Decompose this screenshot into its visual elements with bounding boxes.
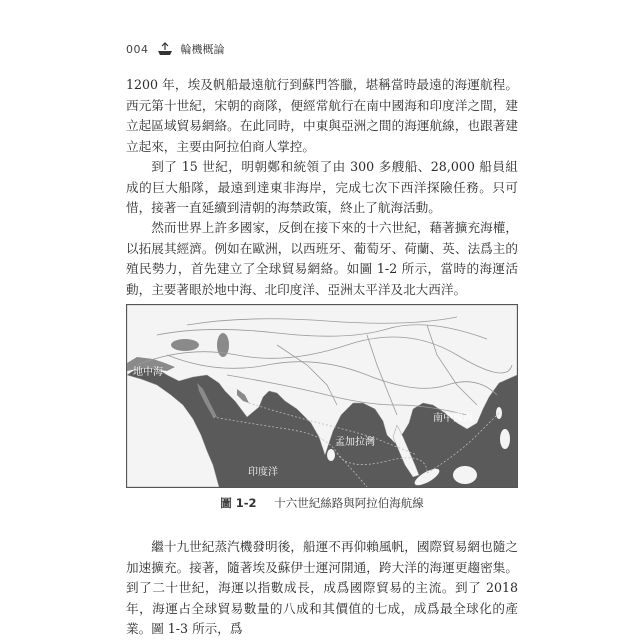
paragraph-2: 到了 15 世紀，明朝鄭和統領了由 300 多艘船、28,000 船員組成的巨大船隊，最遠到達東非海岸，完成七次下西洋探險任務。只可惜，接著一直延續到清朝的海禁政策，終止了航海活動。 xyxy=(126,159,518,216)
label-mediterranean: 地中海 xyxy=(133,367,163,378)
label-south-china-sea: 南中國海 xyxy=(433,413,473,424)
sri-lanka-island xyxy=(327,449,335,461)
borneo-island xyxy=(453,466,477,484)
philippines-island xyxy=(500,429,510,449)
ship-icon xyxy=(157,42,173,56)
page-number: 004 xyxy=(126,42,149,56)
silk-road-map xyxy=(126,304,518,488)
paragraph-1: 1200 年，埃及帆船最遠航行到蘇門答臘，堪稱當時最遠的海運航程。西元第十世紀，宋朝的商隊，便經常航行在南中國海和印度洋之間，建立起區域貿易網絡。在此同時，中東與亞洲之間的海運航線，也跟著建立起來，主要由阿拉伯商人掌控。 xyxy=(126,77,518,154)
black-sea xyxy=(171,339,199,351)
label-bay-of-bengal: 孟加拉灣 xyxy=(335,437,375,448)
taiwan-island xyxy=(496,407,502,419)
figure-caption-text: 十六世紀絲路與阿拉伯海航線 xyxy=(274,496,424,510)
paragraph-4: 繼十九世紀蒸汽機發明後，船運不再仰賴風帆，國際貿易網也隨之加速擴充。接著，隨著埃及蘇伊士運河開通，跨大洋的海運更趨密集。到了二十世紀，海運以指數成長，成爲國際貿易的主流。到了 2018 年，海運占全球貿易數量的八成和其價值的七成，成爲最全球化的產業。圖 1-3 所示，爲 xyxy=(126,539,518,637)
label-indian-ocean: 印度洋 xyxy=(248,467,278,478)
map-graphic xyxy=(127,305,517,487)
paragraph-3: 然而世界上許多國家，反倒在接下來的十六世紀，藉著擴充海權，以拓展其經濟。例如在歐洲，以西班牙、葡萄牙、荷蘭、英、法爲主的殖民勢力，首先建立了全球貿易網絡。如圖 1-2 所示，當時的海運活動，主要著眼於地中海、北印度洋、亞洲太平洋及北大西洋。 xyxy=(126,220,518,297)
chapter-title: 輪機概論 xyxy=(180,43,225,56)
page-header xyxy=(126,41,225,57)
figure-number: 圖 1-2 xyxy=(220,496,257,510)
figure-caption xyxy=(126,495,518,511)
